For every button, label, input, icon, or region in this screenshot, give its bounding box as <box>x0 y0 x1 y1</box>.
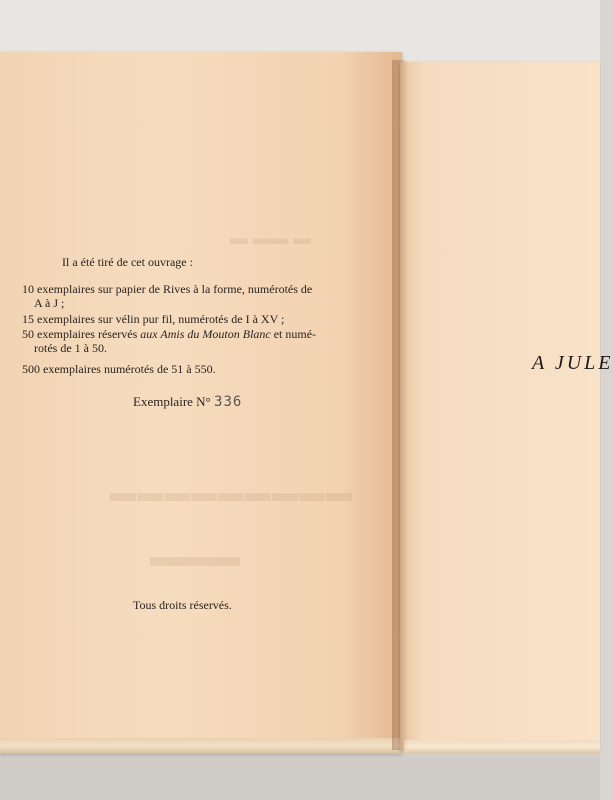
justification-intro: Il a été tiré de cet ouvrage : <box>62 255 193 269</box>
edition-line-text-end: et numé- <box>270 327 317 341</box>
edition-line-text: 500 exemplaires numérotés de 51 à 550. <box>22 362 216 376</box>
right-page <box>400 62 600 750</box>
show-through-text: ▬▬▬ <box>150 540 240 573</box>
dedication-text: A JULE <box>532 352 614 374</box>
show-through-text: ▬▬▬▬▬▬▬▬▬ <box>110 478 353 507</box>
rights-notice: Tous droits réservés. <box>133 598 232 612</box>
left-page-edge <box>0 738 406 754</box>
edition-line-text: 15 exemplaires sur vélin pur fil, numérotés de I à XV ; <box>22 312 285 326</box>
copy-number: 336 <box>214 394 243 410</box>
copy-label: Exemplaire N° <box>133 394 211 409</box>
book-gutter <box>392 60 408 750</box>
edition-line-continuation: A à J ; <box>34 296 65 310</box>
edition-line-text: 10 exemplaires sur papier de Rives à la forme, numérotés de <box>22 282 313 296</box>
edition-line <box>22 282 312 310</box>
edition-line <box>22 312 284 326</box>
edition-line-text: 50 exemplaires réservés <box>22 327 141 341</box>
right-page-edge <box>404 740 600 754</box>
edition-line-italic: aux Amis du Mouton Blanc <box>140 327 271 341</box>
edition-line <box>22 327 316 355</box>
edition-line-continuation: rotés de 1 à 50. <box>34 341 107 355</box>
show-through-text: ▬ ▬▬ ▬ <box>230 228 311 248</box>
edition-line <box>22 362 216 376</box>
copy-number-line <box>133 395 242 409</box>
